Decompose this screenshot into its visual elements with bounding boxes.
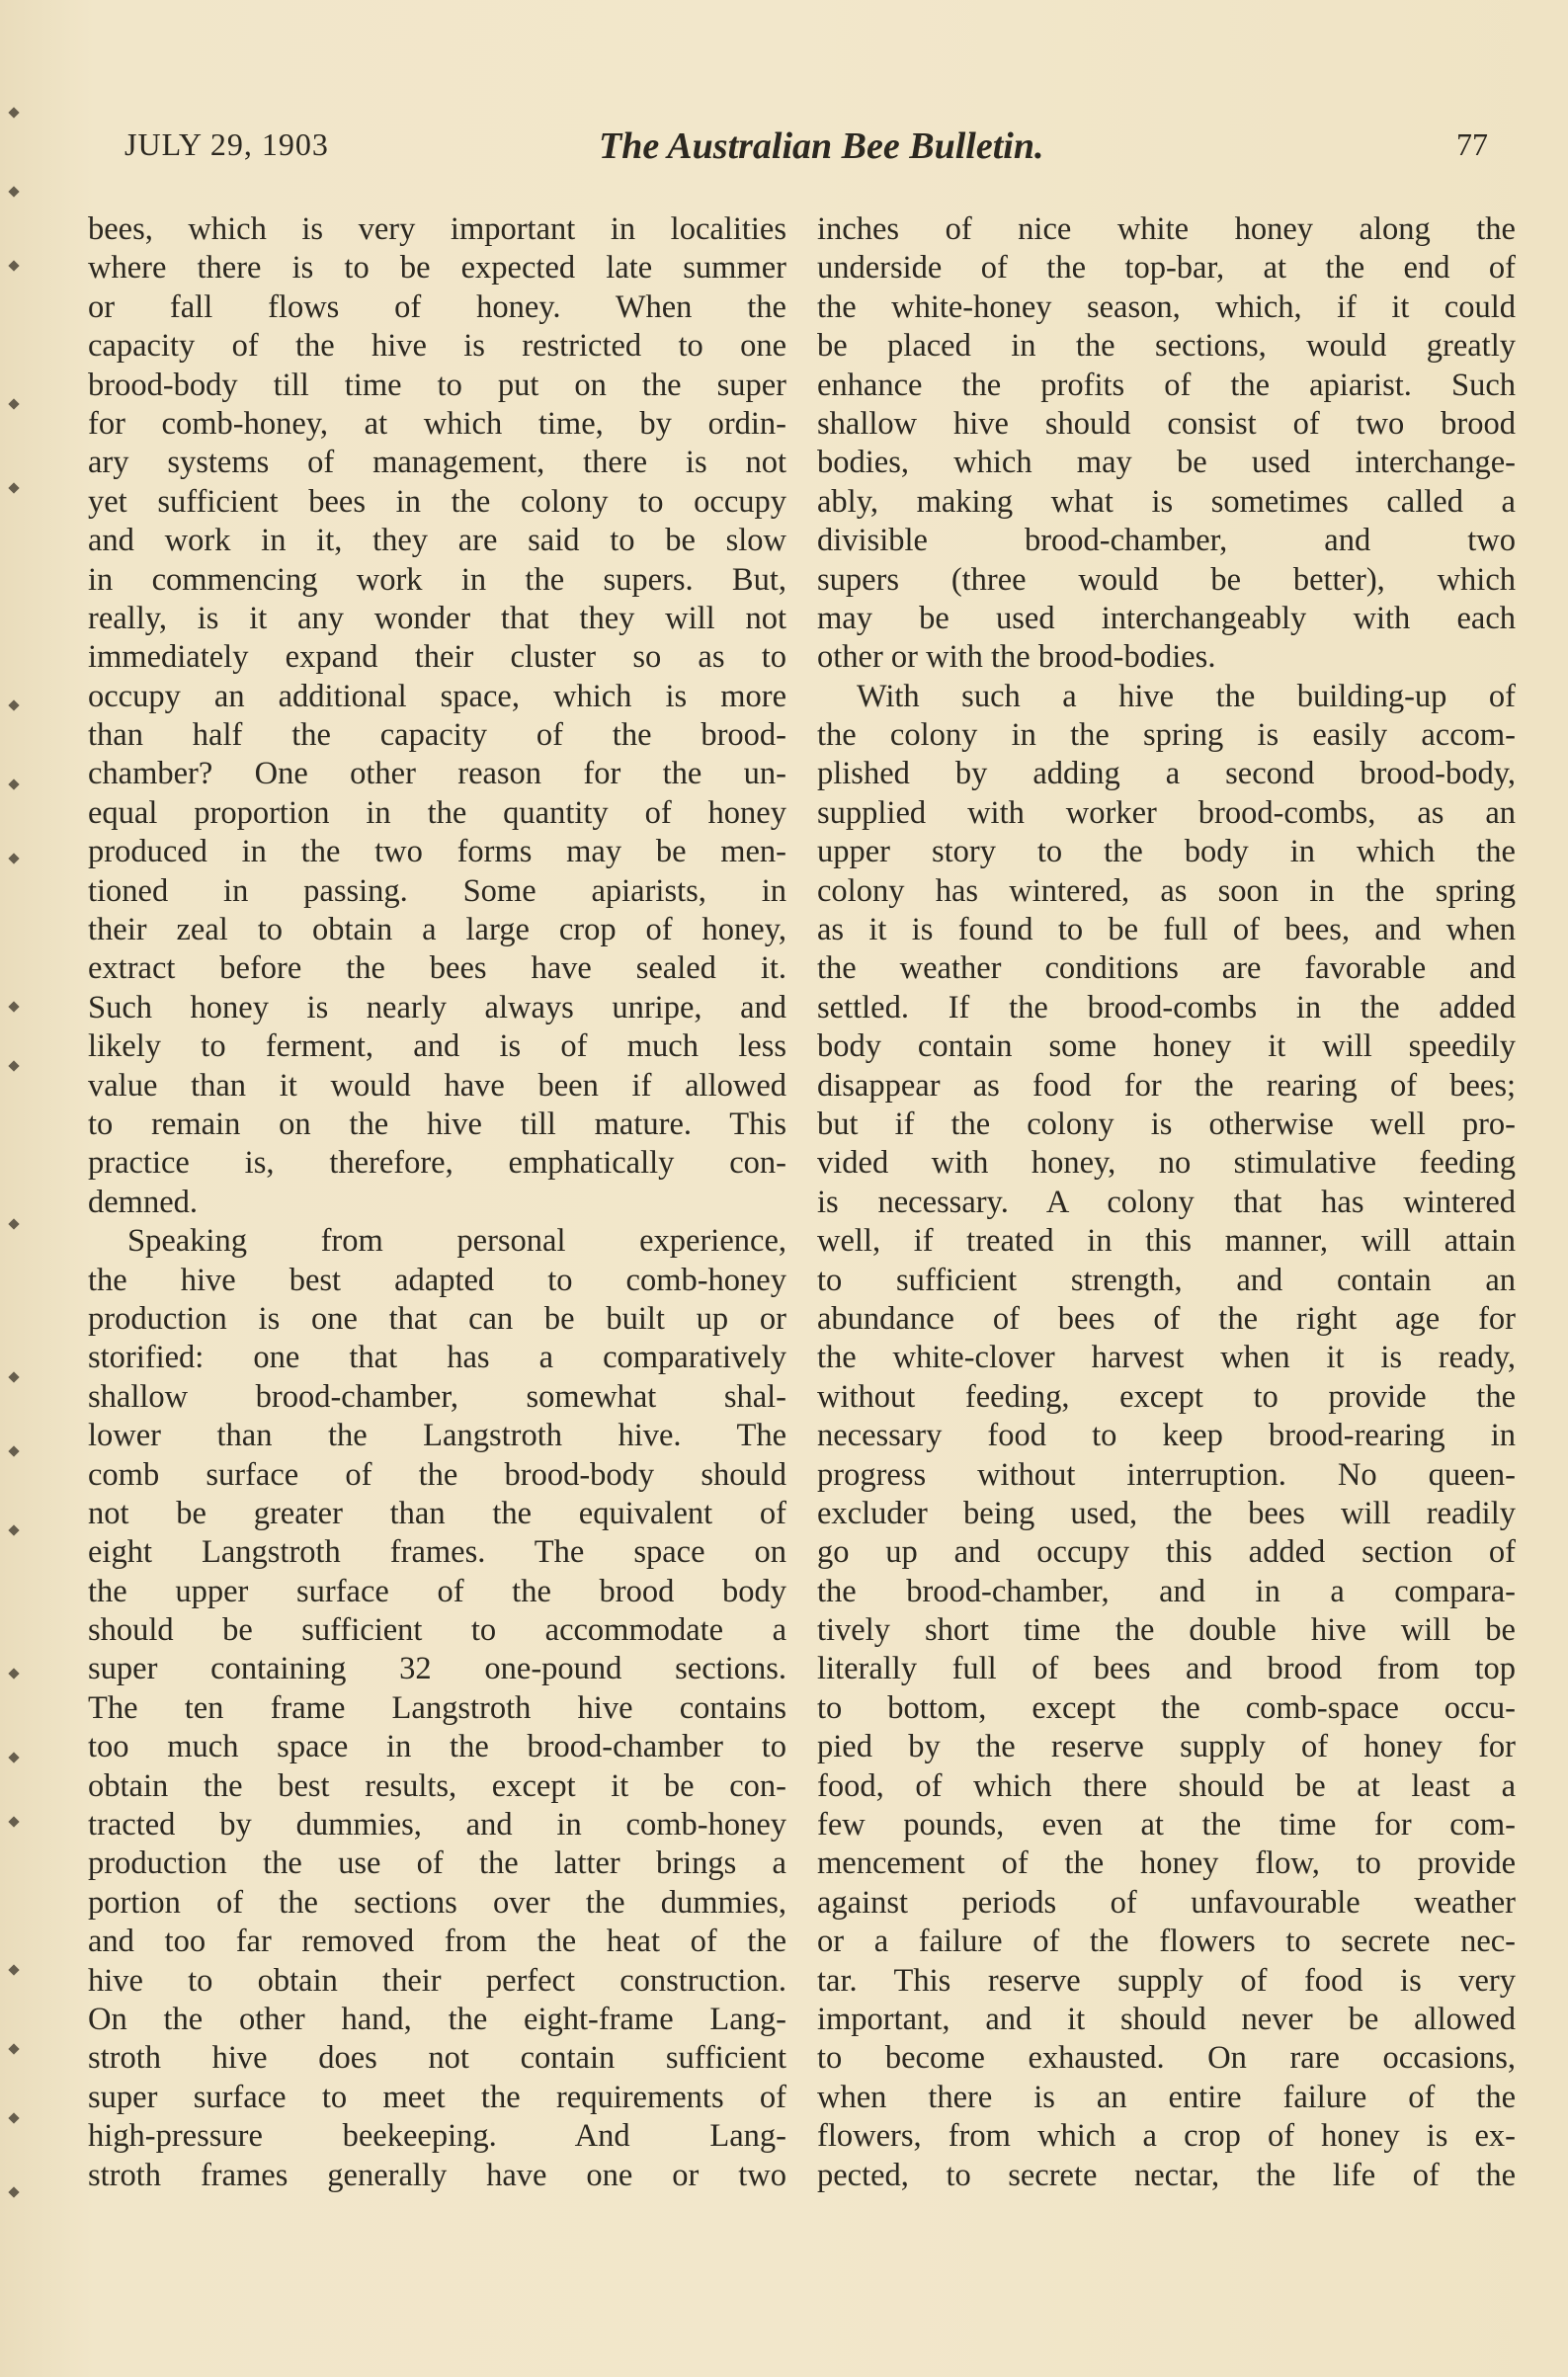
binding-mark [8,699,19,710]
text-line: Such honey is nearly always unripe, and [88,989,786,1025]
text-line: ably, making what is sometimes called a [817,483,1516,520]
text-line: vided with honey, no stimulative feeding [817,1145,1516,1182]
text-line: upper story to the body in which the [817,834,1516,870]
text-line: few pounds, even at the time for com- [817,1807,1516,1844]
text-line: and too far removed from the heat of the [88,1924,786,1960]
text-line: inches of nice white honey along the [817,211,1516,247]
text-line: to become exhausted. On rare occasions, [817,2040,1516,2077]
text-line: settled. If the brood-combs in the added [817,989,1516,1025]
text-line: to remain on the hive till mature. This [88,1106,786,1142]
binding-mark [8,2112,19,2123]
text-line: progress without interruption. No queen- [817,1456,1516,1493]
text-line: immediately expand their cluster so as to [88,639,786,676]
binding-mark [8,186,19,197]
text-line: produced in the two forms may be men- [88,834,786,870]
text-line: super containing 32 one-pound sections. [88,1651,786,1687]
text-line: go up and occupy this added section of [817,1534,1516,1571]
binding-mark [8,1060,19,1071]
text-line: production the use of the latter brings a [88,1845,786,1882]
text-line: equal proportion in the quantity of honey [88,794,786,831]
text-line: the white-honey season, which, if it could [817,288,1516,325]
text-line: ary systems of management, there is not [88,445,786,481]
text-line: important, and it should never be allowed [817,2001,1516,2037]
text-line: literally full of bees and brood from top [817,1651,1516,1687]
text-line: for comb-honey, at which time, by ordin- [88,405,786,442]
text-line: too much space in the brood-chamber to [88,1729,786,1765]
text-line: may be used interchangeably with each [817,600,1516,636]
text-line: or fall flows of honey. When the [88,288,786,325]
text-line: The ten frame Langstroth hive contains [88,1689,786,1726]
text-line: production is one that can be built up or [88,1300,786,1337]
text-line: extract before the bees have sealed it. [88,950,786,987]
text-line: the white-clover harvest when it is ready, [817,1340,1516,1376]
binding-mark [8,1752,19,1762]
text-line: bees, which is very important in localities [88,211,786,247]
running-header [124,126,1488,176]
binding-mark [8,1816,19,1827]
text-line: capacity of the hive is restricted to one [88,328,786,365]
text-line: other or with the brood-bodies. [817,639,1216,676]
publication-title: The Australian Bee Bulletin. [599,125,1044,167]
binding-mark [8,398,19,409]
text-line: underside of the top-bar, at the end of [817,250,1516,287]
binding-mark [8,1524,19,1535]
text-line: yet sufficient bees in the colony to occupy [88,483,786,520]
text-line: well, if treated in this manner, will attain [817,1223,1516,1260]
text-line: is necessary. A colony that has wintered [817,1184,1516,1220]
text-line: demned. [88,1184,199,1220]
binding-mark [8,1218,19,1229]
text-line: supers (three would be better), which [817,561,1516,598]
binding-mark [8,1668,19,1679]
text-line: to bottom, except the comb-space occu- [817,1689,1516,1726]
text-line: where there is to be expected late summer [88,250,786,287]
text-line: practice is, therefore, emphatically con- [88,1145,786,1182]
text-line: shallow hive should consist of two brood [817,405,1516,442]
text-line: not be greater than the equivalent of [88,1495,786,1531]
text-line: stroth frames generally have one or two [88,2157,786,2193]
text-line: likely to ferment, and is of much less [88,1028,786,1065]
text-line: abundance of bees of the right age for [817,1300,1516,1337]
text-line: Speaking from personal experience, [127,1223,786,1260]
text-line: high-pressure beekeeping. And Lang- [88,2118,786,2155]
text-line: value than it would have been if allowed [88,1067,786,1104]
text-line: the weather conditions are favorable and [817,950,1516,987]
text-line: disappear as food for the rearing of bees; [817,1067,1516,1104]
binding-mark [8,2186,19,2197]
text-line: tioned in passing. Some apiarists, in [88,872,786,909]
text-line: tar. This reserve supply of food is very [817,1962,1516,1999]
text-line: the colony in the spring is easily accom- [817,717,1516,754]
binding-mark [8,1964,19,1975]
text-line: against periods of unfavourable weather [817,1884,1516,1921]
binding-mark [8,1445,19,1456]
text-line: brood-body till time to put on the super [88,367,786,403]
text-line: portion of the sections over the dummies, [88,1884,786,1921]
text-line: obtain the best results, except it be con- [88,1767,786,1804]
binding-mark [8,107,19,118]
text-line: without feeding, except to provide the [817,1378,1516,1415]
text-line: occupy an additional space, which is more [88,678,786,714]
binding-edge-marks [0,0,49,2377]
binding-mark [8,853,19,863]
text-line: tracted by dummies, and in comb-honey [88,1807,786,1844]
issue-date: JULY 29, 1903 [124,126,329,162]
left-column [88,210,786,2195]
text-line: or a failure of the flowers to secrete nec- [817,1924,1516,1960]
text-line: than half the capacity of the brood- [88,717,786,754]
binding-mark [8,260,19,271]
text-line: necessary food to keep brood-rearing in [817,1418,1516,1454]
text-line: should be sufficient to accommodate a [88,1612,786,1649]
text-line: lower than the Langstroth hive. The [88,1418,786,1454]
text-line: mencement of the honey flow, to provide [817,1845,1516,1882]
text-line: chamber? One other reason for the un- [88,756,786,792]
text-line: really, is it any wonder that they will not [88,600,786,636]
text-line: the brood-chamber, and in a compara- [817,1573,1516,1609]
text-line: food, of which there should be at least a [817,1767,1516,1804]
text-line: stroth hive does not contain sufficient [88,2040,786,2077]
text-line: super surface to meet the requirements of [88,2079,786,2115]
binding-mark [8,779,19,789]
text-line: bodies, which may be used interchange- [817,445,1516,481]
text-line: flowers, from which a crop of honey is ex- [817,2118,1516,2155]
text-line: plished by adding a second brood-body, [817,756,1516,792]
text-line: when there is an entire failure of the [817,2079,1516,2115]
text-line: colony has wintered, as soon in the spring [817,872,1516,909]
text-line: pied by the reserve supply of honey for [817,1729,1516,1765]
text-line: shallow brood-chamber, somewhat shal- [88,1378,786,1415]
right-column [817,210,1516,2195]
text-line: be placed in the sections, would greatly [817,328,1516,365]
text-line: as it is found to be full of bees, and when [817,912,1516,948]
text-line: the upper surface of the brood body [88,1573,786,1609]
text-line: comb surface of the brood-body should [88,1456,786,1493]
text-line: enhance the profits of the apiarist. Such [817,367,1516,403]
binding-mark [8,1371,19,1382]
binding-mark [8,1001,19,1012]
text-line: and work in it, they are said to be slow [88,523,786,559]
text-line: in commencing work in the supers. But, [88,561,786,598]
text-line: storified: one that has a comparatively [88,1340,786,1376]
text-line: but if the colony is otherwise well pro- [817,1106,1516,1142]
text-line: supplied with worker brood-combs, as an [817,794,1516,831]
text-line: tively short time the double hive will be [817,1612,1516,1649]
text-line: On the other hand, the eight-frame Lang- [88,2001,786,2037]
text-line: hive to obtain their perfect construction. [88,1962,786,1999]
text-line: to sufficient strength, and contain an [817,1262,1516,1298]
binding-mark [8,482,19,493]
binding-mark [8,2043,19,2054]
text-line: their zeal to obtain a large crop of honey, [88,912,786,948]
text-line: With such a hive the building-up of [857,678,1516,714]
text-line: excluder being used, the bees will readily [817,1495,1516,1531]
page-number: 77 [1456,126,1488,162]
text-line: eight Langstroth frames. The space on [88,1534,786,1571]
text-line: pected, to secrete nectar, the life of the [817,2157,1516,2193]
text-line: the hive best adapted to comb-honey [88,1262,786,1298]
text-line: divisible brood-chamber, and two [817,523,1516,559]
text-line: body contain some honey it will speedily [817,1028,1516,1065]
